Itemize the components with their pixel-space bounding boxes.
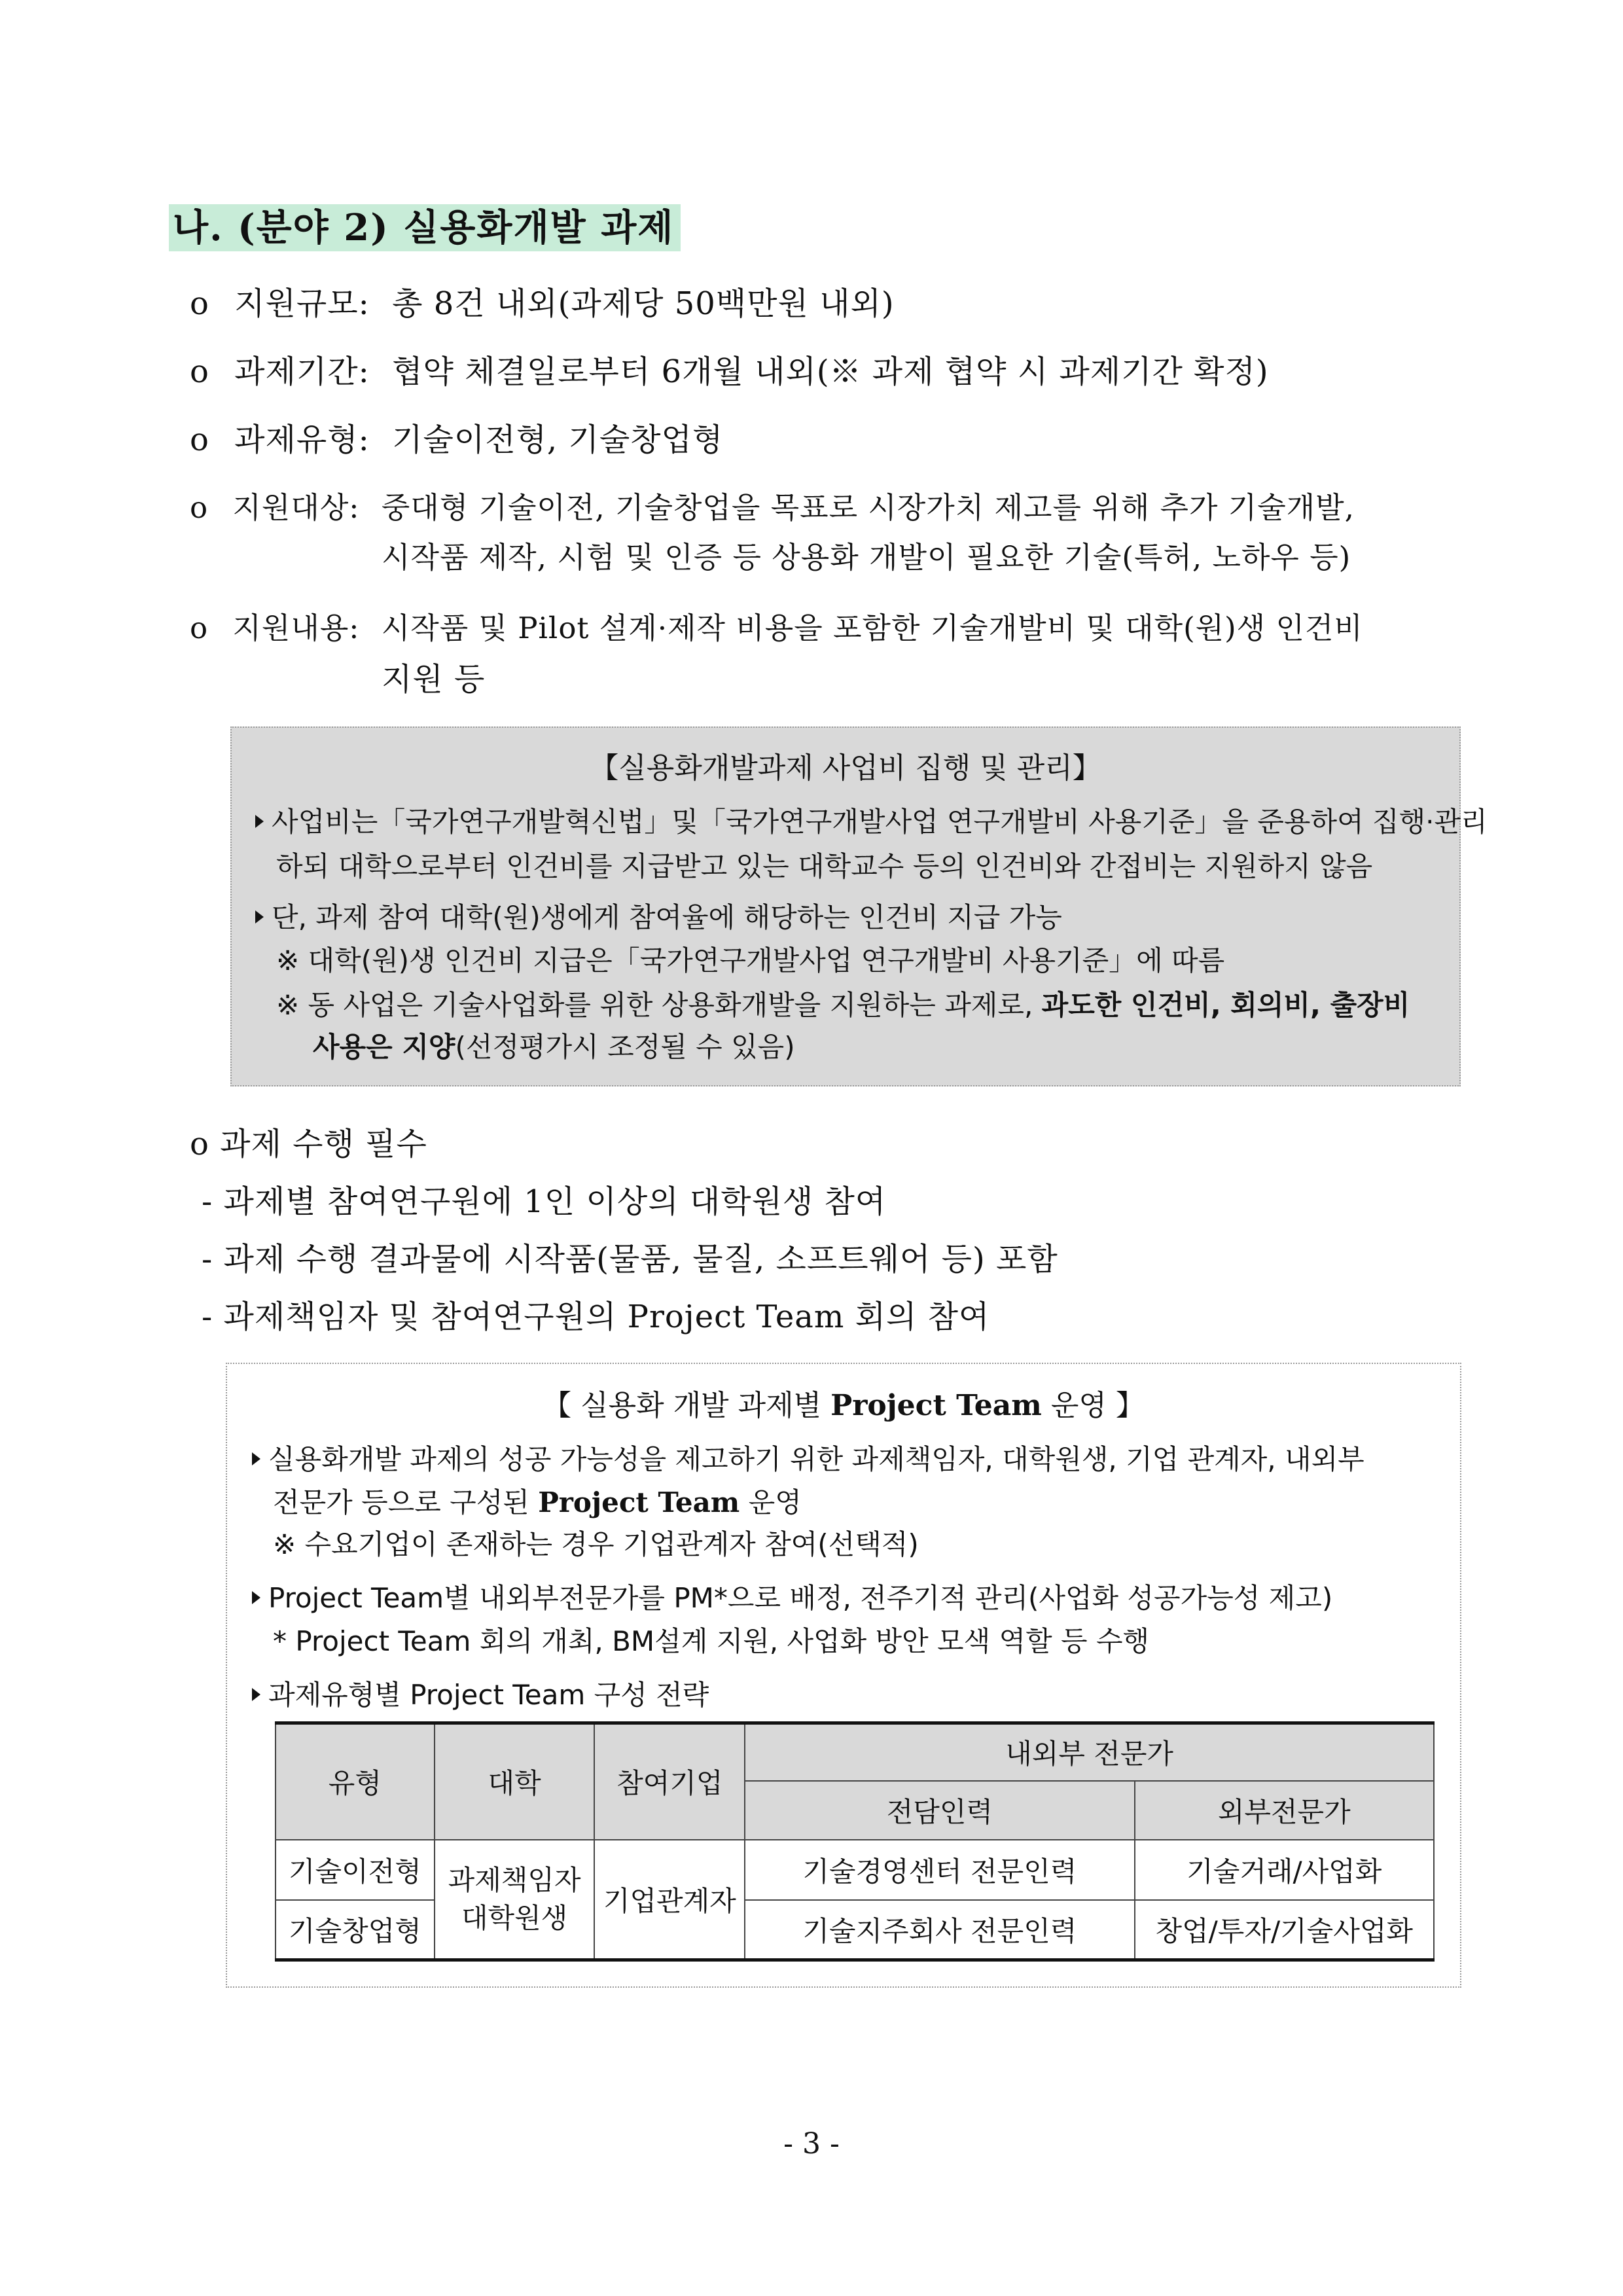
project-period-row — [190, 351, 1269, 393]
box-bullet-text: Project Team별 내외부전문가를 PM*으로 배정, 전주기적 관리(사업화 성공가능성 제고) — [268, 1582, 1333, 1614]
box-bullet — [255, 801, 1488, 843]
item-text: 시작품 및 Pilot 설계·제작 비용을 포함한 기술개발비 및 대학(원)생 인건비 — [381, 611, 1363, 645]
box-note: * Project Team 회의 개최, BM설계 지원, 사업화 방안 모색 역할 등 수행 — [273, 1625, 1150, 1657]
item-label: 과제유형: — [234, 422, 370, 458]
box-note: ※ 수요기업이 존재하는 경우 기업관계자 참여(선택적) — [273, 1528, 919, 1560]
budget-management-box — [230, 726, 1488, 1086]
box-bullet-text: 전문가 등으로 구성된 — [273, 1486, 539, 1518]
cell-university-line: 대학원생 — [461, 1901, 568, 1934]
support-scale-row — [190, 283, 895, 325]
required-title: o 과제 수행 필수 — [190, 1126, 427, 1162]
box-bullet-emphasis: Project Team — [538, 1486, 740, 1518]
item-text: 기술이전형, 기술창업형 — [392, 422, 724, 458]
item-label: 지원내용: — [232, 611, 360, 645]
item-text: 협약 체결일로부터 6개월 내외(※ 과제 협약 시 과제기간 확정) — [392, 353, 1269, 390]
bullet-marker: o — [190, 490, 209, 525]
required-item: - 과제별 참여연구원에 1인 이상의 대학원생 참여 — [202, 1183, 887, 1220]
support-target-continued: 시작품 제작, 시험 및 인증 등 상용화 개발이 필요한 기술(특허, 노하우 등) — [382, 540, 1351, 575]
triangle-bullet-icon — [252, 1591, 260, 1604]
box-bullet — [252, 1439, 1364, 1480]
bullet-marker: o — [190, 422, 209, 458]
support-content-continued: 지원 등 — [382, 661, 486, 698]
section-heading: 나. (분야 2) 실용화개발 과제 — [169, 204, 681, 251]
cell-type: 기술이전형 — [276, 1840, 435, 1900]
item-text: 중대형 기술이전, 기술창업을 목표로 시장가치 제고를 위해 추가 기술개발, — [381, 490, 1355, 525]
box-title-text: 【 실용화 개발 과제별 — [543, 1389, 831, 1422]
box-note-text: ※ 동 사업은 기술사업화를 위한 상용화개발을 지원하는 과제로, — [276, 989, 1042, 1021]
table-row — [276, 1840, 1434, 1900]
project-team-table — [275, 1721, 1435, 1962]
box-bullet — [255, 897, 1062, 939]
cell-dedicated-staff: 기술경영센터 전문인력 — [745, 1840, 1134, 1900]
cell-external-experts: 창업/투자/기술사업화 — [1135, 1900, 1435, 1960]
box-bullet-text: 사업비는「국가연구개발혁신법」및「국가연구개발사업 연구개발비 사용기준」을 준용하여 집행·관리 — [272, 806, 1488, 838]
box-note: ※ 대학(원)생 인건비 지급은「국가연구개발사업 연구개발비 사용기준」에 따름 — [276, 944, 1225, 977]
bullet-marker: o — [190, 285, 209, 322]
box-bullet-continued — [273, 1482, 802, 1524]
header-type: 유형 — [276, 1723, 435, 1840]
box-bullet-text: 과제유형별 Project Team 구성 전략 — [268, 1679, 709, 1711]
bullet-marker: o — [190, 353, 209, 390]
cell-dedicated-staff: 기술지주회사 전문인력 — [745, 1900, 1134, 1960]
header-external-experts: 외부전문가 — [1135, 1781, 1435, 1840]
cell-external-experts: 기술거래/사업화 — [1135, 1840, 1435, 1900]
box-note-emphasis: 사용은 지양 — [313, 1031, 455, 1063]
cell-company: 기업관계자 — [594, 1840, 745, 1960]
item-text: 총 8건 내외(과제당 50백만원 내외) — [392, 285, 895, 322]
box-bullet — [252, 1577, 1332, 1619]
box-title-text: 운영 】 — [1041, 1389, 1145, 1422]
box-bullet-text: 실용화개발 과제의 성공 가능성을 제고하기 위한 과제책임자, 대학원생, 기업 관계자, 내외부 — [268, 1443, 1364, 1475]
box-title — [227, 1386, 1460, 1426]
header-university: 대학 — [435, 1723, 595, 1840]
cell-university — [435, 1840, 595, 1960]
item-label: 지원규모: — [234, 285, 370, 322]
triangle-bullet-icon — [255, 910, 264, 924]
page-number: - 3 - — [783, 2127, 840, 2161]
header-dedicated-staff: 전담인력 — [745, 1781, 1134, 1840]
box-title: 【실용화개발과제 사업비 집행 및 관리】 — [590, 751, 1101, 785]
item-label: 과제기간: — [234, 353, 370, 390]
box-note-text: (선정평가시 조정될 수 있음) — [455, 1031, 795, 1063]
box-bullet-text: 운영 — [740, 1486, 802, 1518]
cell-university-line: 과제책임자 — [448, 1863, 581, 1896]
box-bullet-text: 단, 과제 참여 대학(원)생에게 참여율에 해당하는 인건비 지급 가능 — [272, 901, 1062, 933]
required-item: - 과제 수행 결과물에 시작품(물품, 물질, 소프트웨어 등) 포함 — [202, 1241, 1058, 1278]
box-bullet-continued: 하되 대학으로부터 인건비를 지급받고 있는 대학교수 등의 인건비와 간접비는 지원하지 않음 — [276, 850, 1373, 882]
support-content-row — [190, 607, 1363, 649]
cell-type: 기술창업형 — [276, 1900, 435, 1960]
triangle-bullet-icon — [252, 1452, 260, 1465]
box-note-emphasis: 과도한 인건비, 회의비, 출장비 — [1041, 989, 1410, 1021]
support-target-row — [190, 487, 1355, 529]
table-header-row — [276, 1723, 1434, 1781]
box-note-continued — [313, 1026, 795, 1068]
triangle-bullet-icon — [252, 1688, 260, 1701]
header-company: 참여기업 — [594, 1723, 745, 1840]
box-title-emphasis: Project Team — [830, 1389, 1042, 1422]
project-type-row — [190, 419, 723, 461]
item-label: 지원대상: — [232, 490, 360, 525]
header-experts: 내외부 전문가 — [745, 1723, 1434, 1781]
required-item: - 과제책임자 및 참여연구원의 Project Team 회의 참여 — [202, 1299, 990, 1335]
box-note — [276, 984, 1410, 1026]
triangle-bullet-icon — [255, 815, 264, 828]
box-bullet — [252, 1674, 709, 1716]
bullet-marker: o — [190, 611, 209, 645]
